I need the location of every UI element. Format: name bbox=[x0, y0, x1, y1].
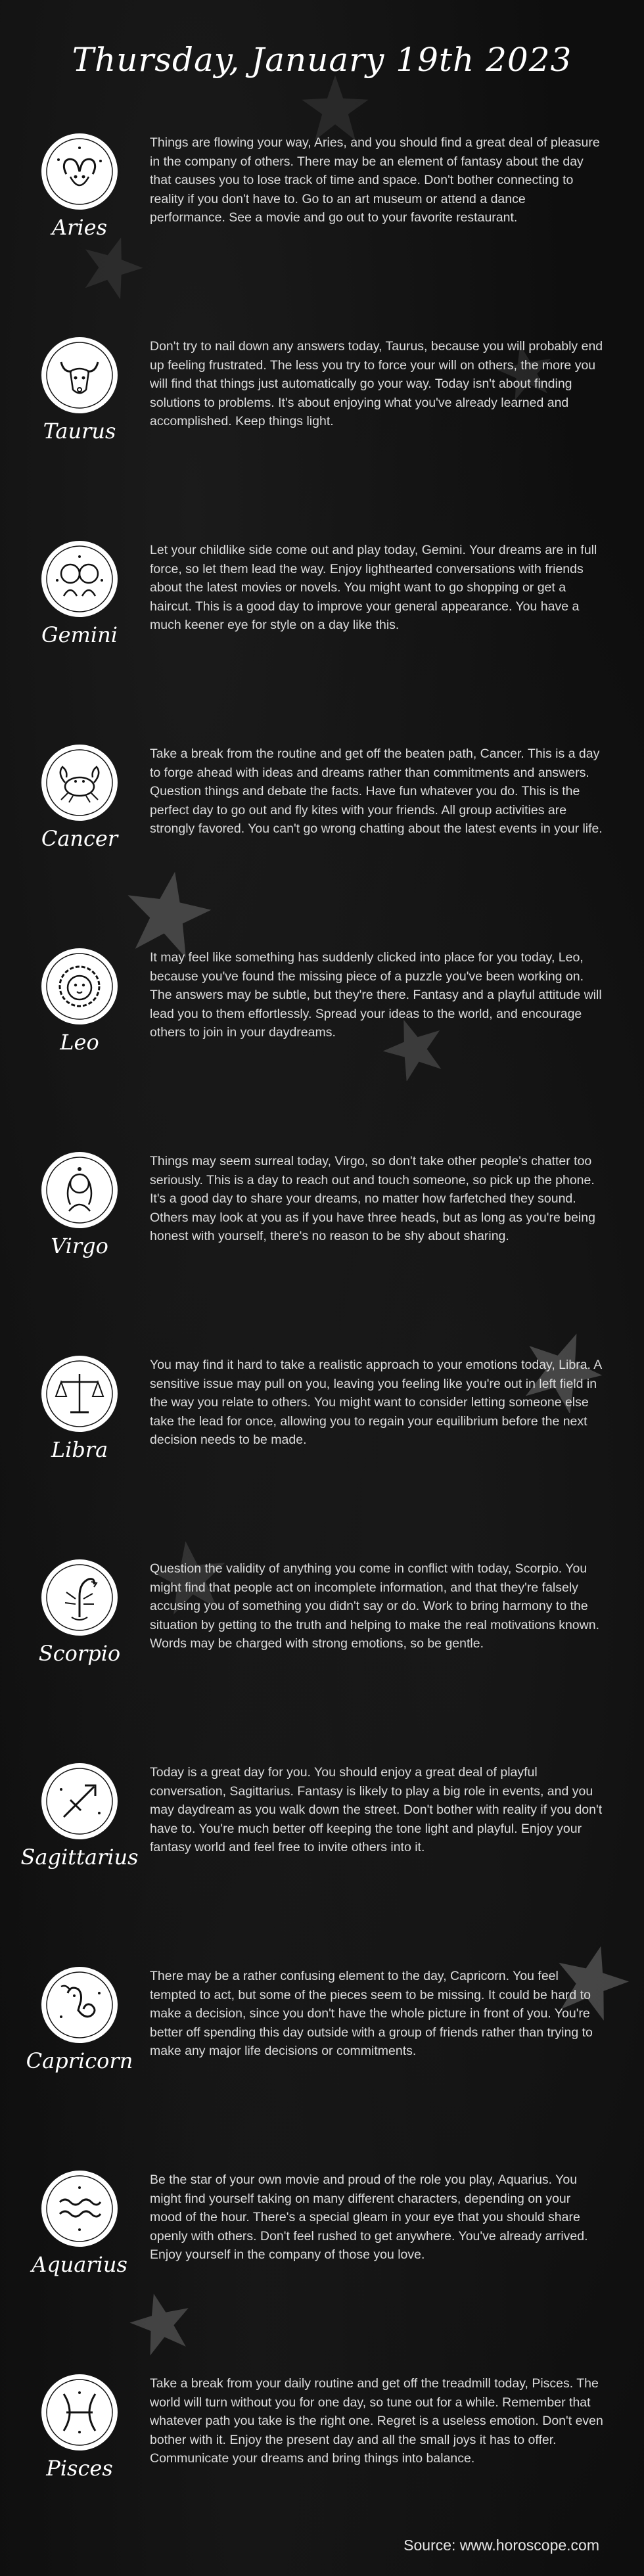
sign-name: Virgo bbox=[51, 1233, 108, 1258]
horoscope-text: There may be a rather confusing element to the day, Capricorn. You feel tempted to act, but some of the pieces seem to be missing. It could be hard to make a decision, since you don't have the whole picture in front of you. You're better off spending this day outside with a group of friends rather than trying to make any major life decisions or commitments. bbox=[150, 1969, 593, 2058]
horoscope-text: Question the validity of anything you come in conflict with today, Scorpio. You might find that people act on incomplete information, and that they're falsely accusing you of something you didn't say or do. Work to bring harmony to the situation by getting to the truth and helping to make the real motivations known. Words may be charged with strong emotions, so be gentle. bbox=[150, 1561, 599, 1651]
sign-row-pisces bbox=[0, 2374, 644, 2558]
horoscope-text: Let your childlike side come out and play today, Gemini. Your dreams are in full force, so let them lead the way. Enjoy lighthearted conversations with friends about the latest movies or novels. You might want to go shopping or get a haircut. This is a good day to improve your general appearance. You have a much keener eye for style on a day like this. bbox=[150, 543, 597, 632]
capricorn-goat-icon bbox=[41, 1967, 118, 2043]
horoscope-text: It may feel like something has suddenly clicked into place for you today, Leo, because you've found the missing piece of a puzzle you've been working on. The answers may be subtle, but they're there. Fantasy and a playful attitude will lead you to them effortlessly. Spread your ideas to the world, and encourage others to join in your daydreams. bbox=[150, 950, 602, 1040]
virgo-maiden-icon bbox=[41, 1152, 118, 1228]
taurus-bull-icon bbox=[41, 337, 118, 413]
leo-lion-icon bbox=[41, 948, 118, 1024]
sign-name: Sagittarius bbox=[20, 1845, 139, 1870]
sagittarius-archer-icon bbox=[41, 1763, 118, 1839]
sign-row-virgo bbox=[0, 1152, 644, 1336]
sign-row-leo bbox=[0, 948, 644, 1132]
sign-row-scorpio bbox=[0, 1559, 644, 1743]
page-title: Thursday, January 19th 2023 bbox=[72, 41, 572, 79]
sign-row-aquarius bbox=[0, 2171, 644, 2355]
scorpio-scorpion-icon bbox=[41, 1559, 118, 1636]
sign-name: Gemini bbox=[41, 622, 118, 647]
horoscope-text: Things are flowing your way, Aries, and you should find a great deal of pleasure in the company of others. There may be an element of fantasy about the day that causes you to lose track of time and space. Don't bother connecting to reality if you don't have to. Go to an art museum or attend a dance performance. See a movie and go out to your favorite restaurant. bbox=[150, 135, 600, 225]
aquarius-water-bearer-icon bbox=[41, 2171, 118, 2247]
sign-row-taurus bbox=[0, 337, 644, 521]
horoscope-text: You may find it hard to take a realistic approach to your emotions today, Libra. A sensitive issue may pull on you, leaving you feeling like you're out in left field in the way you relate to others. You might want to consider letting someone else take the lead for once, allowing you to regain your equilibrium before the next decision needs to be made. bbox=[150, 1358, 602, 1447]
sign-row-libra bbox=[0, 1356, 644, 1540]
horoscope-text: Take a break from the routine and get off the beaten path, Cancer. This is a day to forge ahead with ideas and dreams rather than commitments and answers. Question things and debate the facts. Have fun whatever you do. This is the perfect day to go out and fly kites with your friends. All group activities are strongly favored. You can't go wrong chatting about the latest events in your life. bbox=[150, 747, 603, 836]
sign-name: Capricorn bbox=[26, 2048, 133, 2073]
horoscope-text: Things may seem surreal today, Virgo, so don't take other people's chatter too seriously. This is a day to reach out and touch someone, so pick up the phone. It's a good day to share your dreams, no matter how farfetched they sound. Others may look at you as if you have three heads, but as long as you're being honest with yourself, there's no reason to be shy about sharing. bbox=[150, 1154, 595, 1243]
source-credit: Source: www.horoscope.com bbox=[403, 2537, 599, 2554]
horoscope-text: Don't try to nail down any answers today, Taurus, because you will probably end up feeling frustrated. The less you try to force your will on others, the more you will find that things just automatically go your way. Today isn't about finding solutions to problems. It's about enjoying what you've already learned and accomplished. Keep things light. bbox=[150, 339, 603, 428]
sign-row-capricorn bbox=[0, 1967, 644, 2151]
sign-name: Cancer bbox=[41, 826, 118, 851]
horoscope-text: Be the star of your own movie and proud of the role you play, Aquarius. You might find yourself taking on many different characters, depending on your mood of the hour. There's a special gleam in your eye that you should share openly with others. Don't feel rushed to get anywhere. You've already arrived. Enjoy yourself in the company of those you love. bbox=[150, 2173, 588, 2262]
pisces-fish-icon bbox=[41, 2374, 118, 2450]
sign-name: Taurus bbox=[43, 419, 116, 444]
horoscope-text: Take a break from your daily routine and get off the treadmill today, Pisces. The world will turn without you for one day, so tune out for a while. Remember that whatever path you take is the right one. Regret is a useless emotion. Don't even bother with it. Enjoy the present day and all the small joys it has to offer. Communicate your dreams and bring things into balance. bbox=[150, 2376, 603, 2466]
sign-name: Pisces bbox=[46, 2456, 113, 2481]
aries-ram-icon bbox=[41, 133, 118, 210]
sign-name: Aquarius bbox=[32, 2252, 127, 2277]
sign-name: Scorpio bbox=[38, 1641, 121, 1666]
sign-name: Libra bbox=[51, 1437, 108, 1462]
sign-row-gemini bbox=[0, 541, 644, 725]
sign-name: Aries bbox=[52, 215, 107, 240]
horoscope-text: Today is a great day for you. You should enjoy a great deal of playful conversation, Sagittarius. Fantasy is likely to play a big role in events, and you may daydream as you walk down the street. Don't bother with reality if you don't have to. You're much better off keeping the tone light and playful. Enjoy your fantasy world and feel free to invite others into it. bbox=[150, 1765, 603, 1854]
libra-scales-icon bbox=[41, 1356, 118, 1432]
sign-row-aries bbox=[0, 133, 644, 317]
cancer-crab-icon bbox=[41, 745, 118, 821]
sign-row-sagittarius bbox=[0, 1763, 644, 1947]
sign-name: Leo bbox=[60, 1030, 99, 1055]
gemini-twins-icon bbox=[41, 541, 118, 617]
sign-row-cancer bbox=[0, 745, 644, 929]
